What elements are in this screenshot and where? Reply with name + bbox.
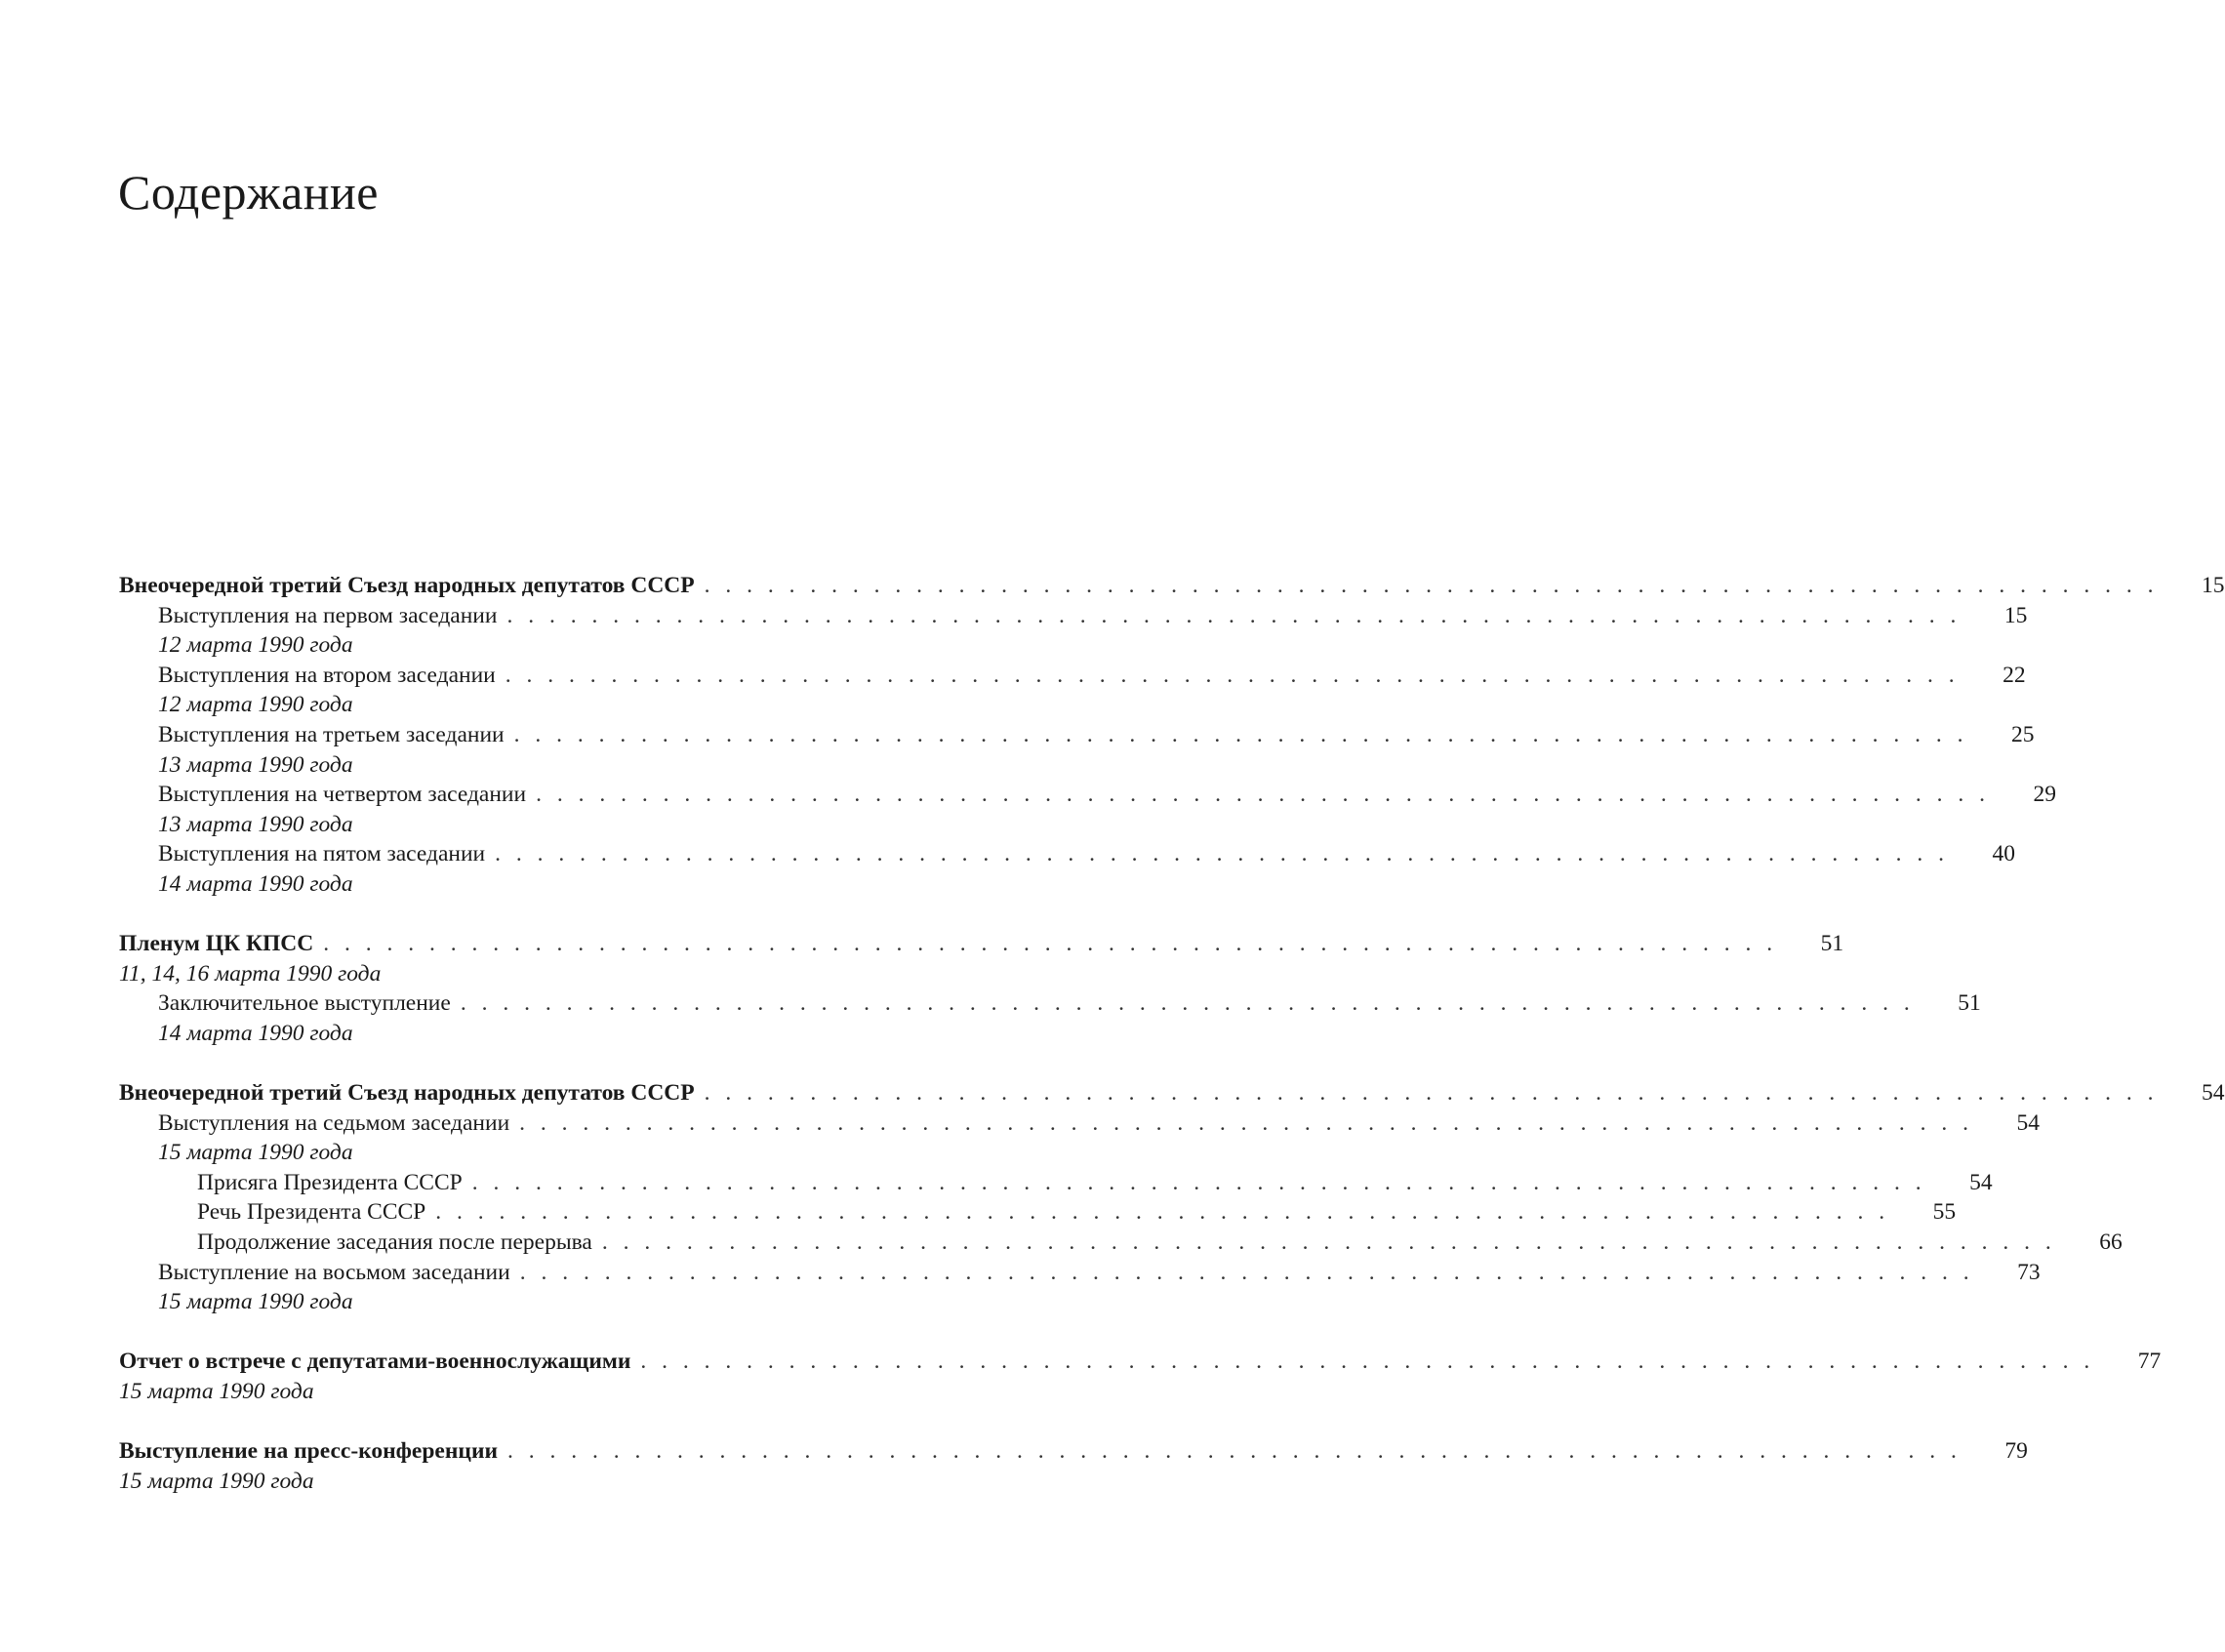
toc-date-text: 15 марта 1990 года [119, 1379, 314, 1405]
dot-leader: . . . . . . . . . . . . . . . . . . . . . . . . . . . . . . . . . . . . . . . . . . . . . . . . . . . . . . . . . . . . . . . . . . . . . [519, 1109, 1974, 1136]
toc-entry-title: Выступления на третьем заседании [158, 721, 505, 747]
toc-section-title: Пленум ЦК КПСС [119, 931, 314, 957]
dot-leader: . . . . . . . . . . . . . . . . . . . . . . . . . . . . . . . . . . . . . . . . . . . . . . . . . . . . . . . . . . . . . . . . . . . . . [435, 1199, 1890, 1226]
toc-entry-title: Выступления на четвертом заседании [158, 782, 527, 808]
toc-entry-date [119, 810, 958, 840]
toc-section-title: Внеочередной третий Съезд народных депутатов СССР [119, 1080, 695, 1107]
dot-leader: . . . . . . . . . . . . . . . . . . . . . . . . . . . . . . . . . . . . . . . . . . . . . . . . . . . . . . . . . . . . . . . . . . . . . [460, 990, 1915, 1017]
toc-entry-title: Выступление на восьмом заседании [158, 1259, 510, 1285]
toc-section-title: Внеочередной третий Съезд народных депутатов СССР [119, 573, 695, 598]
toc-entry[interactable] [119, 720, 2035, 750]
toc-page-number: 29 [2033, 782, 2056, 808]
toc-entry[interactable] [119, 780, 2056, 810]
toc-date-text: 13 марта 1990 года [158, 751, 353, 778]
toc-section-heading[interactable] [119, 1347, 2162, 1377]
toc-date-text: 15 марта 1990 года [158, 1289, 353, 1315]
dot-leader: . . . . . . . . . . . . . . . . . . . . . . . . . . . . . . . . . . . . . . . . . . . . . . . . . . . . . . . . . . . . . . . . . . . . . [506, 602, 1962, 628]
section-spacer [119, 1407, 958, 1437]
toc-date-text: 13 марта 1990 года [158, 811, 353, 837]
toc-entry-date [119, 750, 958, 781]
toc-subentry-title: Присяга Президента СССР [197, 1169, 463, 1195]
toc-date-text: 15 марта 1990 года [158, 1140, 353, 1166]
toc-entry-date [119, 869, 958, 900]
toc-entry-date [119, 1019, 958, 1049]
section-spacer [119, 1317, 958, 1348]
toc-subentry[interactable] [119, 1197, 1957, 1228]
dot-leader: . . . . . . . . . . . . . . . . . . . . . . . . . . . . . . . . . . . . . . . . . . . . . . . . . . . . . . . . . . . . . . . . . . . . . [507, 1438, 1962, 1465]
toc-entry-title: Заключительное выступление [158, 990, 451, 1017]
table-of-contents [119, 571, 2225, 1496]
toc-subentry[interactable] [119, 1228, 2123, 1258]
toc-section-heading[interactable] [119, 929, 1844, 959]
dot-leader: . . . . . . . . . . . . . . . . . . . . . . . . . . . . . . . . . . . . . . . . . . . . . . . . . . . . . . . . . . . . . . . . . . . . . [519, 1259, 1974, 1285]
toc-page-number: 22 [2002, 662, 2026, 688]
toc-entry[interactable] [119, 661, 2026, 691]
toc-date-text: 11, 14, 16 марта 1990 года [119, 960, 382, 987]
toc-subentry-title: Речь Президента СССР [197, 1199, 426, 1226]
toc-page-number: 40 [1992, 841, 2015, 867]
toc-entry[interactable] [119, 601, 2028, 631]
toc-date-text: 14 марта 1990 года [158, 1020, 353, 1046]
dot-leader: . . . . . . . . . . . . . . . . . . . . . . . . . . . . . . . . . . . . . . . . . . . . . . . . . . . . . . . . . . . . . . . . . . . . . [704, 573, 2159, 598]
toc-section-heading[interactable] [119, 571, 2225, 601]
toc-entry-date [119, 1287, 958, 1317]
toc-page-number: 54 [1969, 1169, 1993, 1195]
toc-section-title: Отчет о встрече с депутатами-военнослужащими [119, 1349, 631, 1375]
toc-entry-date [119, 630, 958, 661]
section-spacer [119, 1049, 958, 1079]
toc-date-text: 15 марта 1990 года [119, 1468, 314, 1494]
toc-entry-title: Выступления на седьмом заседании [158, 1109, 510, 1136]
toc-page-number: 55 [1932, 1199, 1957, 1226]
toc-date-text: 12 марта 1990 года [158, 692, 353, 718]
dot-leader: . . . . . . . . . . . . . . . . . . . . . . . . . . . . . . . . . . . . . . . . . . . . . . . . . . . . . . . . . . . . . . . . . . . . . [505, 662, 1960, 688]
dot-leader: . . . . . . . . . . . . . . . . . . . . . . . . . . . . . . . . . . . . . . . . . . . . . . . . . . . . . . . . . . . . . . . . . . . . . [601, 1229, 2056, 1256]
toc-page-number: 51 [1958, 990, 1981, 1017]
toc-entry-title: Выступления на пятом заседании [158, 841, 486, 867]
toc-entry-title: Выступления на первом заседании [158, 602, 498, 628]
toc-section-date [119, 959, 958, 989]
toc-entry[interactable] [119, 1258, 2041, 1288]
toc-section-date [119, 1377, 958, 1407]
toc-page-number: 79 [2004, 1438, 2028, 1465]
toc-section-heading[interactable] [119, 1436, 2028, 1467]
toc-page-number: 54 [2202, 1080, 2225, 1107]
toc-entry[interactable] [119, 1108, 2041, 1139]
toc-entry-title: Выступления на втором заседании [158, 662, 496, 688]
toc-date-text: 12 марта 1990 года [158, 632, 353, 659]
toc-page-number: 54 [2016, 1109, 2041, 1136]
toc-entry-date [119, 690, 958, 720]
toc-page-number: 15 [2202, 573, 2225, 598]
dot-leader: . . . . . . . . . . . . . . . . . . . . . . . . . . . . . . . . . . . . . . . . . . . . . . . . . . . . . . . . . . . . . . . . . . . . . [471, 1169, 1926, 1195]
toc-section-title: Выступление на пресс-конференции [119, 1438, 499, 1465]
toc-date-text: 14 марта 1990 года [158, 870, 353, 897]
toc-entry-date [119, 1138, 958, 1168]
section-spacer [119, 900, 958, 930]
page-title: Содержание [118, 165, 379, 220]
toc-page-number: 15 [2003, 602, 2028, 628]
toc-page-number: 66 [2099, 1229, 2123, 1256]
dot-leader: . . . . . . . . . . . . . . . . . . . . . . . . . . . . . . . . . . . . . . . . . . . . . . . . . . . . . . . . . . . . . . . . . . . . . [323, 931, 1778, 957]
toc-page-number: 25 [2011, 721, 2035, 747]
toc-page-number: 77 [2137, 1349, 2162, 1375]
toc-subentry-title: Продолжение заседания после перерыва [197, 1229, 592, 1256]
dot-leader: . . . . . . . . . . . . . . . . . . . . . . . . . . . . . . . . . . . . . . . . . . . . . . . . . . . . . . . . . . . . . . . . . . . . . [704, 1080, 2159, 1107]
toc-entry[interactable] [119, 988, 1981, 1019]
dot-leader: . . . . . . . . . . . . . . . . . . . . . . . . . . . . . . . . . . . . . . . . . . . . . . . . . . . . . . . . . . . . . . . . . . . . . [513, 721, 1968, 747]
toc-subentry[interactable] [119, 1168, 1993, 1198]
dot-leader: . . . . . . . . . . . . . . . . . . . . . . . . . . . . . . . . . . . . . . . . . . . . . . . . . . . . . . . . . . . . . . . . . . . . . [495, 841, 1949, 867]
toc-page-number: 73 [2017, 1259, 2041, 1285]
toc-page-number: 51 [1820, 931, 1844, 957]
toc-section-date [119, 1467, 958, 1497]
toc-section-heading[interactable] [119, 1078, 2225, 1108]
dot-leader: . . . . . . . . . . . . . . . . . . . . . . . . . . . . . . . . . . . . . . . . . . . . . . . . . . . . . . . . . . . . . . . . . . . . . [640, 1349, 2095, 1375]
dot-leader: . . . . . . . . . . . . . . . . . . . . . . . . . . . . . . . . . . . . . . . . . . . . . . . . . . . . . . . . . . . . . . . . . . . . . [536, 782, 1990, 808]
toc-entry[interactable] [119, 839, 2015, 869]
